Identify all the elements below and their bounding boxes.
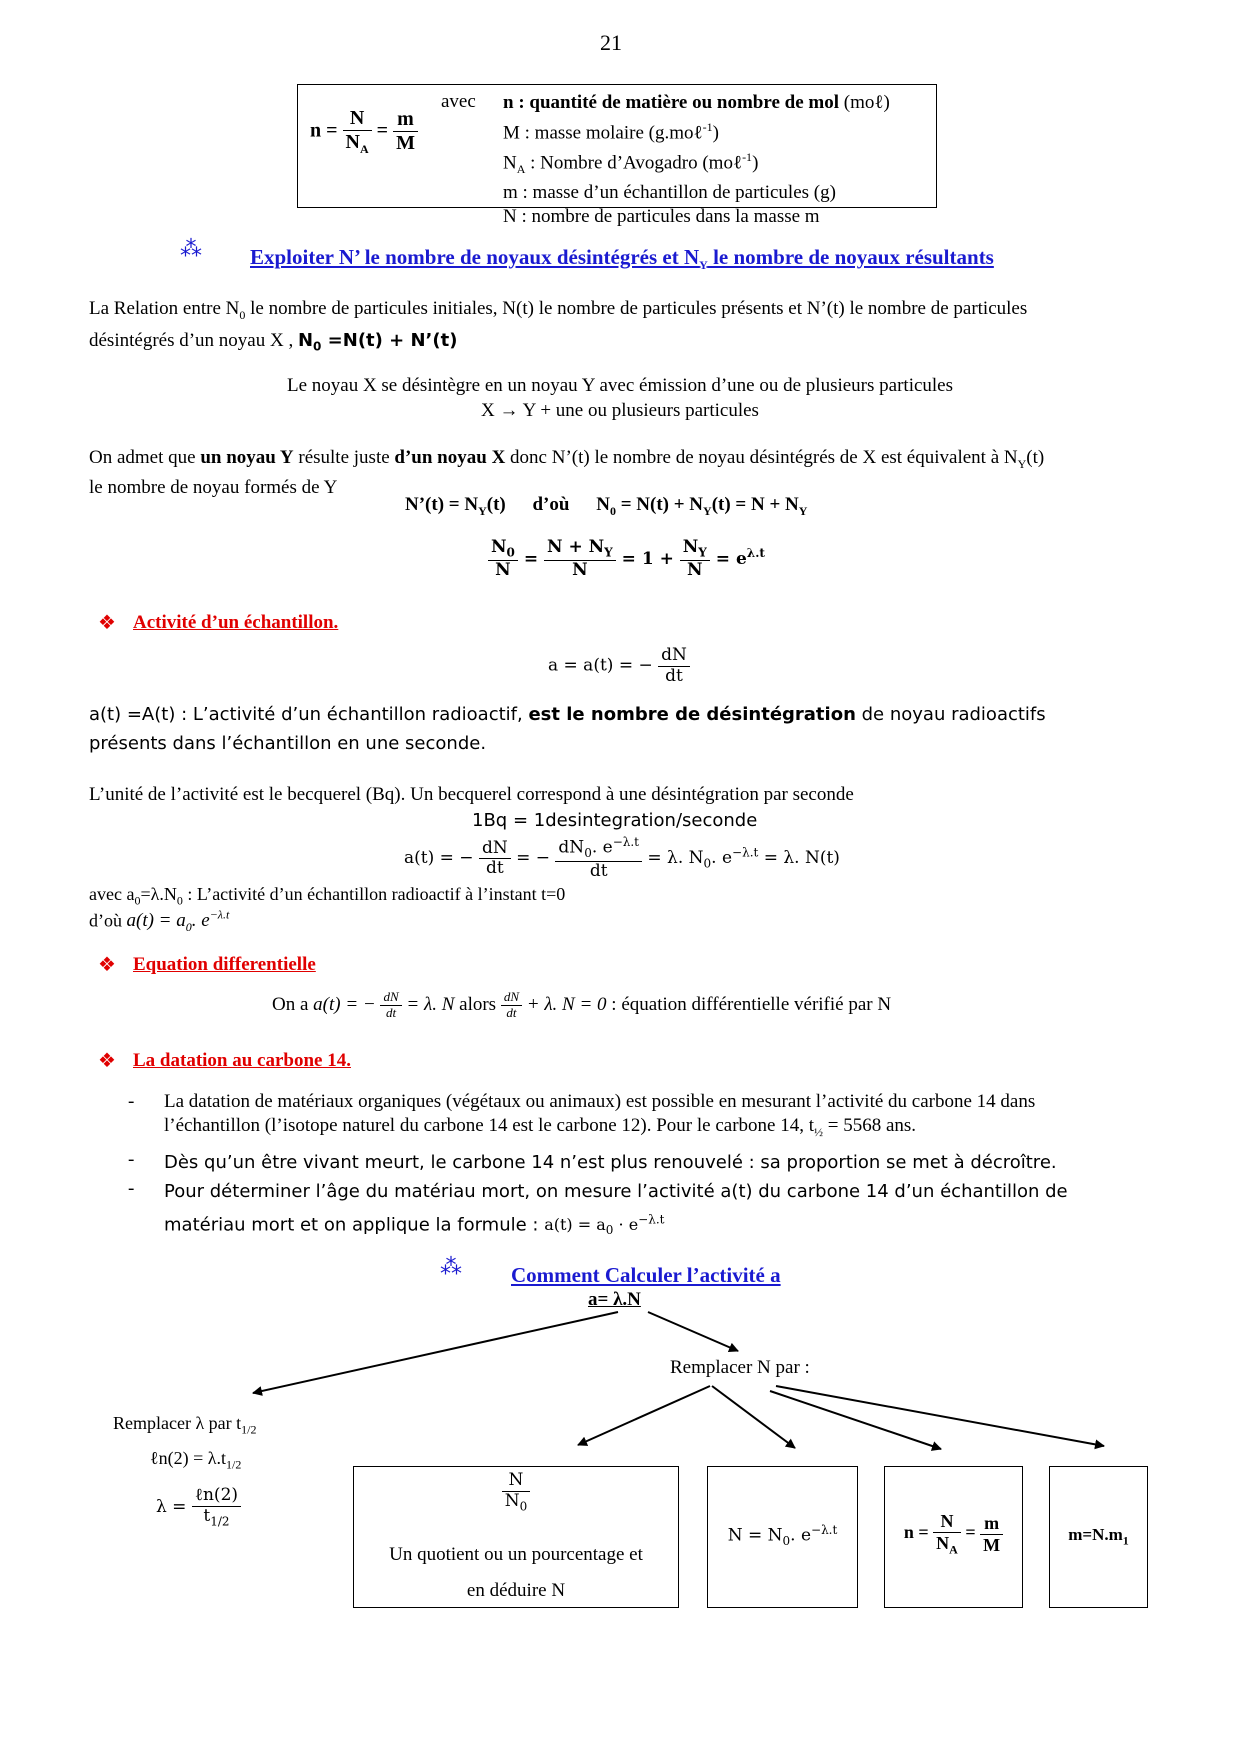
fraction-m-over-M: $\frac{m}{M}$ <box>393 108 418 155</box>
activity-formula: a = a(t) = − $\frac{dN}{dt}$ <box>548 646 690 686</box>
page-number: 21 <box>600 30 622 55</box>
frac-den: $N_A$ <box>345 131 369 156</box>
section1-center-text: Le noyau X se désintègre en un noyau Y avec émission d’une ou de plusieurs particules X → Y + une ou plusieurs particules <box>286 375 954 421</box>
box-mass-relation <box>1049 1466 1148 1608</box>
section1-title: Exploiter N’ le nombre de noyaux désintégrés et $N_Y$ le nombre de noyaux résultants <box>250 245 994 273</box>
equals: = <box>376 119 389 142</box>
section3-title: Equation differentielle <box>133 954 316 975</box>
replace-n-label: Remplacer N par : <box>670 1357 810 1378</box>
frac-num: N <box>343 107 372 131</box>
equation-ratio: $\frac{N_0}{N}$ = $\frac{N + N_Y}{N}$ = 1 + $\frac{N_Y}{N}$ = $e^{\lambda.t}$ <box>488 538 765 581</box>
asterism-icon: ⁂ <box>440 1255 462 1280</box>
def-N: N : nombre de particules dans la masse m <box>503 206 820 228</box>
def-NA: $N_A$ : Nombre d’Avogadro (moℓ$^{-1}$) <box>503 150 759 177</box>
def-m: m : masse d’un échantillon de particules (g) <box>503 182 836 204</box>
section4-title: La datation au carbone 14. <box>133 1050 351 1071</box>
diamond-bullet-icon: ❖ <box>98 612 116 634</box>
def-n: n : quantité de matière ou nombre de mol (moℓ) <box>503 92 890 113</box>
arrow-to-box1 <box>578 1386 710 1445</box>
mole-relation-formula: n = $\frac{N}{N_A}$ = $\frac{m}{M}$ <box>885 1511 1022 1557</box>
arrow-to-replace-n <box>648 1312 738 1351</box>
diamond-bullet-icon: ❖ <box>98 1050 116 1072</box>
activity-definition: a(t) =A(t) : L’activité d’un échantillon radioactif, est le nombre de désintégration de noyau radioactifs présents dans l’échantillon en une seconde. <box>89 704 1046 754</box>
arrow-to-box4 <box>776 1386 1104 1446</box>
section1-paragraph2: On admet que un noyau Y résulte juste d’un noyau X donc N’(t) le nombre de noyau désintégrés de X est équivalent à $N_Y(t)$ le nombre de noyau formés de Y <box>89 447 1045 498</box>
formula-lhs: n = <box>310 119 338 142</box>
becquerel-definition: 1Bq = 1desintegration/seconde <box>472 810 758 831</box>
quotient-text: Un quotient ou un pourcentage et en déduire N <box>389 1544 643 1601</box>
root-formula: a= λ.N <box>588 1289 641 1310</box>
def-M: M : masse molaire (g.moℓ$^{-1}$) <box>503 120 719 144</box>
section1-paragraph1: La Relation entre $N_0$ le nombre de particules initiales, N(t) le nombre de particules présents et N’(t) le nombre de particules désintégrés d’un noyau X , $N_0 =N(t)$ + N’(t) <box>89 298 1028 354</box>
section2-title: Activité d’un échantillon. <box>133 612 339 633</box>
quotient-fraction: $\frac{N}{N_0}$ <box>354 1471 678 1514</box>
box-decay-law <box>707 1466 858 1608</box>
lambda-formula: λ = $\frac{\text{ℓn(2)}}{t_{1/2}}$ <box>156 1486 241 1529</box>
asterism-icon: ⁂ <box>180 237 202 262</box>
activity-derivation: a(t) = − $\frac{dN}{dt}$ = − $\frac{dN_0. e^{-\lambda.t}}{dt}$ = λ. $N_0$. $e^{-\lambda.t} = \lambda$. N(t) <box>404 835 840 881</box>
activity-exp-formula: d’où $a(t) = a_0$. $e^{-\lambda.t}$ <box>89 908 230 935</box>
replace-lambda-label: Remplacer λ par $t_{1/2}$ <box>113 1413 257 1437</box>
decay-law-formula: $N = N_0$. $e^{-\lambda.t}$ <box>727 1523 838 1549</box>
relation-formula: $N_0 =N(t)$ + N’(t) <box>297 329 458 354</box>
box-mole-relation <box>884 1466 1023 1608</box>
arrow-right-icon: → <box>499 400 519 421</box>
diamond-bullet-icon: ❖ <box>98 954 116 976</box>
ln2-relation: ℓn(2) = $\lambda.t_{1/2}$ <box>150 1448 242 1472</box>
differential-equation: On a a(t) = − $\frac{dN}{dt}$ = λ. N alors $\frac{dN}{dt}$ + λ. N = 0 : équation différentielle vérifié par N <box>272 989 892 1020</box>
avec-label: avec <box>441 91 476 112</box>
section5-title: Comment Calculer l’activité a <box>511 1263 781 1287</box>
list-item: - Dès qu’un être vivant meurt, le carbone 14 n’est plus renouvelé : sa proportion se met à décroître. <box>128 1148 1057 1173</box>
arrow-to-lambda <box>253 1312 618 1393</box>
box-quotient <box>353 1466 679 1608</box>
equation-ny: N’(t) = $N_Y(t)$ d’où $N_0 = N(t) + N_Y(t) = N + N_Y$ <box>405 494 808 518</box>
a0-definition: avec $a_0=\lambda.N_0$ : L’activité d’un échantillon radioactif à l’instant t=0 <box>89 884 566 908</box>
list-item: - Pour déterminer l’âge du matériau mort, on mesure l’activité a(t) du carbone 14 d’un échantillon de matériau mort et on applique la formule : $a(t) = a_0 \cdot e^{-\lambda.t}$ <box>128 1177 1068 1238</box>
list-item: - La datation de matériaux organiques (végétaux ou animaux) est possible en mesurant l’activité du carbone 14 dans l’échantillon (l’isotope naturel du carbone 14 est le carbone 12). Pour le carbone 14, $t_{\frac{1}{2}} = 5568$ ans. <box>128 1091 1036 1139</box>
unit-text: L’unité de l’activité est le becquerel (Bq). Un becquerel correspond à une désintégration par seconde <box>89 784 854 805</box>
mass-relation-formula: $m=N.m_1$ <box>1068 1525 1129 1548</box>
